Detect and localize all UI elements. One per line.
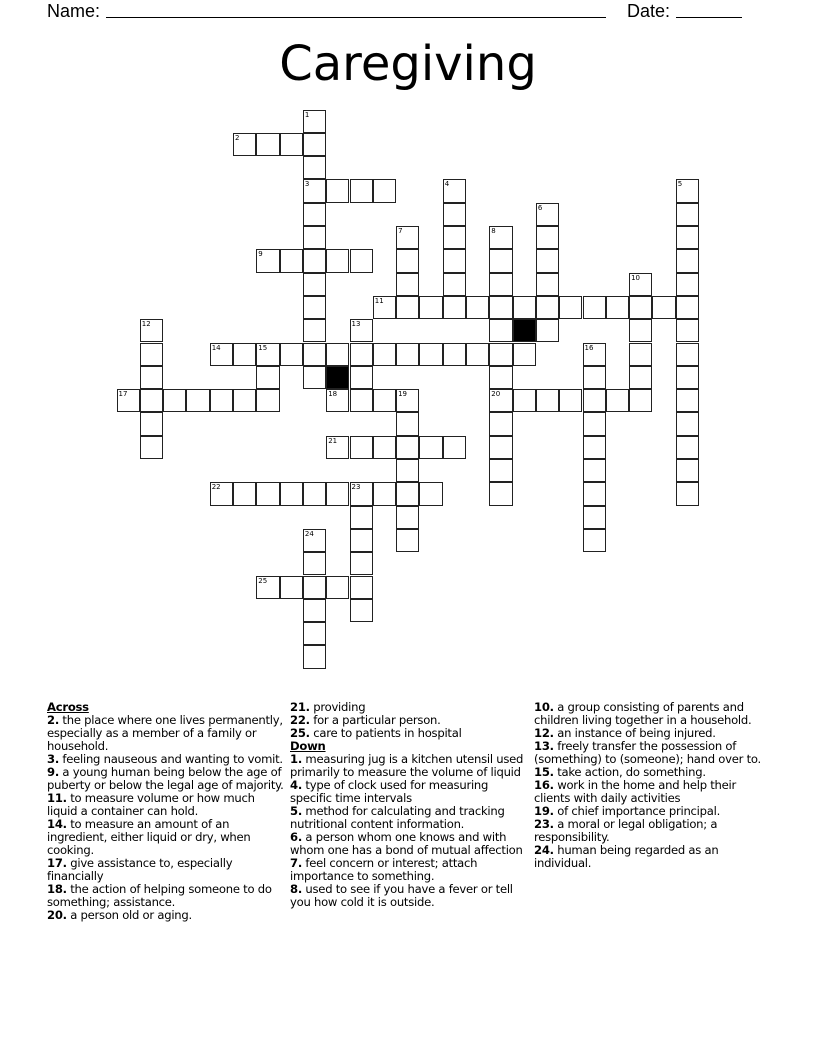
grid-cell[interactable] bbox=[676, 366, 699, 389]
clue-number-label: 21 bbox=[328, 436, 338, 445]
grid-cell[interactable] bbox=[676, 249, 699, 272]
clue-text: take action, do something. bbox=[557, 765, 706, 779]
clue-down bbox=[534, 818, 774, 844]
grid-cell[interactable] bbox=[140, 343, 163, 366]
grid-cell[interactable] bbox=[583, 366, 606, 389]
clue-number: 7. bbox=[290, 856, 302, 870]
clue-number-label: 4 bbox=[444, 180, 450, 189]
grid-cell[interactable] bbox=[629, 296, 652, 319]
grid-cell[interactable] bbox=[256, 576, 279, 599]
grid-cell[interactable] bbox=[629, 273, 652, 296]
grid-cell[interactable] bbox=[676, 343, 699, 366]
clues-column-3 bbox=[534, 701, 774, 870]
grid-cell[interactable] bbox=[350, 599, 373, 622]
clue-number: 15. bbox=[534, 765, 554, 779]
grid-cell[interactable] bbox=[396, 482, 419, 505]
grid-cell[interactable] bbox=[280, 133, 303, 156]
grid-cell[interactable] bbox=[140, 366, 163, 389]
grid-cell[interactable] bbox=[489, 273, 512, 296]
grid-cell[interactable] bbox=[676, 482, 699, 505]
clue-number: 4. bbox=[290, 778, 302, 792]
clue-text: to measure an amount of an ingredient, either liquid or dry, when cooking. bbox=[47, 817, 251, 857]
grid-cell[interactable] bbox=[489, 412, 512, 435]
clue-number: 2. bbox=[47, 713, 59, 727]
clue-number-label: 9 bbox=[258, 250, 263, 259]
grid-cell[interactable] bbox=[280, 249, 303, 272]
grid-cell[interactable] bbox=[629, 366, 652, 389]
grid-cell[interactable] bbox=[373, 179, 396, 202]
clue-number: 19. bbox=[534, 804, 554, 818]
grid-cell[interactable] bbox=[676, 389, 699, 412]
grid-cell[interactable] bbox=[536, 319, 559, 342]
clue-down bbox=[534, 701, 774, 727]
grid-cell[interactable] bbox=[350, 576, 373, 599]
clue-number-label: 10 bbox=[631, 273, 641, 282]
grid-cell[interactable] bbox=[396, 459, 419, 482]
date-field[interactable] bbox=[627, 0, 742, 22]
grid-cell[interactable] bbox=[583, 459, 606, 482]
clue-across bbox=[47, 883, 287, 909]
grid-cell[interactable] bbox=[396, 226, 419, 249]
grid-cell[interactable] bbox=[210, 389, 233, 412]
grid-cell[interactable] bbox=[583, 529, 606, 552]
clue-text: care to patients in hospital bbox=[313, 726, 462, 740]
clue-number: 3. bbox=[47, 752, 59, 766]
clue-across bbox=[47, 766, 287, 792]
clue-number-label: 15 bbox=[258, 343, 268, 352]
grid-cell[interactable] bbox=[536, 389, 559, 412]
grid-cell[interactable] bbox=[186, 389, 209, 412]
clue-number-label: 5 bbox=[677, 180, 683, 189]
grid-cell[interactable] bbox=[396, 529, 419, 552]
grid-cell[interactable] bbox=[373, 436, 396, 459]
grid-cell[interactable] bbox=[396, 296, 419, 319]
grid-cell[interactable] bbox=[443, 296, 466, 319]
grid-cell[interactable] bbox=[373, 296, 396, 319]
grid-cell[interactable] bbox=[326, 249, 349, 272]
grid-cell[interactable] bbox=[629, 319, 652, 342]
clue-number-label: 20 bbox=[491, 390, 501, 399]
clue-down bbox=[290, 805, 530, 831]
grid-cell[interactable] bbox=[303, 645, 326, 668]
grid-cell[interactable] bbox=[676, 412, 699, 435]
grid-cell[interactable] bbox=[536, 296, 559, 319]
clue-text: a group consisting of parents and children living together in a household. bbox=[534, 700, 752, 727]
grid-cell[interactable] bbox=[676, 179, 699, 202]
grid-cell[interactable] bbox=[583, 506, 606, 529]
clue-text: a person whom one knows and with whom one has a bond of mutual affection bbox=[290, 830, 523, 857]
clue-text: an instance of being injured. bbox=[557, 726, 716, 740]
grid-cell[interactable] bbox=[419, 296, 442, 319]
grid-cell[interactable] bbox=[373, 482, 396, 505]
grid-cell[interactable] bbox=[676, 226, 699, 249]
grid-cell[interactable] bbox=[326, 576, 349, 599]
clue-number: 1. bbox=[290, 752, 302, 766]
clue-text: a person old or aging. bbox=[70, 908, 192, 922]
grid-cell[interactable] bbox=[280, 343, 303, 366]
grid-cell[interactable] bbox=[443, 273, 466, 296]
grid-cell[interactable] bbox=[326, 389, 349, 412]
grid-cell[interactable] bbox=[606, 389, 629, 412]
grid-cell[interactable] bbox=[303, 296, 326, 319]
grid-cell[interactable] bbox=[489, 482, 512, 505]
grid-cell[interactable] bbox=[513, 389, 536, 412]
grid-cell[interactable] bbox=[676, 273, 699, 296]
clue-number-label: 11 bbox=[374, 296, 384, 305]
grid-cell[interactable] bbox=[652, 296, 675, 319]
grid-cell[interactable] bbox=[513, 343, 536, 366]
grid-cell[interactable] bbox=[396, 273, 419, 296]
grid-cell[interactable] bbox=[210, 343, 233, 366]
clue-number: 21. bbox=[290, 700, 310, 714]
grid-cell[interactable] bbox=[559, 389, 582, 412]
clue-text: type of clock used for measuring specific time intervals bbox=[290, 778, 489, 805]
grid-cell[interactable] bbox=[466, 296, 489, 319]
clue-number-label: 16 bbox=[584, 343, 594, 352]
grid-cell[interactable] bbox=[536, 273, 559, 296]
grid-cell[interactable] bbox=[140, 319, 163, 342]
grid-cell[interactable] bbox=[303, 319, 326, 342]
clue-number: 20. bbox=[47, 908, 67, 922]
grid-cell[interactable] bbox=[629, 389, 652, 412]
clue-text: human being regarded as an individual. bbox=[534, 843, 719, 870]
clue-text: the action of helping someone to do something; assistance. bbox=[47, 882, 272, 909]
clue-number-label: 24 bbox=[304, 529, 314, 538]
grid-cell[interactable] bbox=[489, 436, 512, 459]
grid-cell[interactable] bbox=[396, 249, 419, 272]
clue-number: 14. bbox=[47, 817, 67, 831]
grid-cell[interactable] bbox=[303, 529, 326, 552]
grid-cell[interactable] bbox=[117, 389, 140, 412]
clues-column-1 bbox=[47, 701, 287, 922]
grid-cell[interactable] bbox=[350, 366, 373, 389]
clue-down bbox=[290, 857, 530, 883]
grid-cell[interactable] bbox=[303, 249, 326, 272]
grid-cell[interactable] bbox=[233, 482, 256, 505]
clue-down bbox=[290, 883, 530, 909]
clue-number-label: 25 bbox=[258, 576, 268, 585]
clue-number: 16. bbox=[534, 778, 554, 792]
clue-across bbox=[47, 792, 287, 818]
grid-cell[interactable] bbox=[536, 249, 559, 272]
clue-text: for a particular person. bbox=[313, 713, 441, 727]
clue-number: 23. bbox=[534, 817, 554, 831]
clue-text: work in the home and help their clients with daily activities bbox=[534, 778, 737, 805]
clue-across bbox=[47, 714, 287, 753]
grid-cell[interactable] bbox=[233, 389, 256, 412]
clue-across bbox=[47, 909, 287, 922]
grid-cell[interactable] bbox=[489, 366, 512, 389]
name-field[interactable] bbox=[47, 0, 606, 22]
grid-cell[interactable] bbox=[489, 343, 512, 366]
clue-text: a moral or legal obligation; a responsibility. bbox=[534, 817, 718, 844]
clue-text: a young human being below the age of puberty or below the legal age of majority. bbox=[47, 765, 284, 792]
grid-cell[interactable] bbox=[140, 389, 163, 412]
clue-number-label: 12 bbox=[141, 320, 151, 329]
black-cell bbox=[513, 319, 536, 342]
grid-cell[interactable] bbox=[559, 296, 582, 319]
grid-cell[interactable] bbox=[280, 576, 303, 599]
grid-cell[interactable] bbox=[513, 296, 536, 319]
clue-across bbox=[290, 727, 530, 740]
clue-number: 5. bbox=[290, 804, 302, 818]
grid-cell[interactable] bbox=[303, 179, 326, 202]
clue-number-label: 1 bbox=[304, 110, 310, 119]
grid-cell[interactable] bbox=[583, 389, 606, 412]
clue-down bbox=[290, 831, 530, 857]
clue-text: give assistance to, especially financially bbox=[47, 856, 233, 883]
grid-cell[interactable] bbox=[396, 506, 419, 529]
grid-cell[interactable] bbox=[373, 389, 396, 412]
clue-down bbox=[534, 844, 774, 870]
grid-cell[interactable] bbox=[443, 179, 466, 202]
grid-cell[interactable] bbox=[606, 296, 629, 319]
grid-cell[interactable] bbox=[396, 343, 419, 366]
grid-cell[interactable] bbox=[303, 156, 326, 179]
clue-number-label: 13 bbox=[351, 320, 361, 329]
clue-number-label: 6 bbox=[537, 203, 543, 212]
grid-cell[interactable] bbox=[350, 389, 373, 412]
grid-cell[interactable] bbox=[443, 436, 466, 459]
black-cell bbox=[326, 366, 349, 389]
clues-column-2 bbox=[290, 701, 530, 909]
clue-down bbox=[290, 753, 530, 779]
grid-cell[interactable] bbox=[350, 436, 373, 459]
grid-cell[interactable] bbox=[140, 436, 163, 459]
name-blank-line[interactable] bbox=[106, 0, 606, 18]
grid-cell[interactable] bbox=[280, 482, 303, 505]
clue-text: measuring jug is a kitchen utensil used primarily to measure the volume of liquid bbox=[290, 752, 524, 779]
grid-cell[interactable] bbox=[466, 343, 489, 366]
grid-cell[interactable] bbox=[303, 273, 326, 296]
clue-number: 24. bbox=[534, 843, 554, 857]
crossword-grid bbox=[117, 110, 700, 670]
clue-text: providing bbox=[313, 700, 366, 714]
grid-cell[interactable] bbox=[676, 296, 699, 319]
grid-cell[interactable] bbox=[326, 343, 349, 366]
clue-number-label: 22 bbox=[211, 483, 221, 492]
grid-cell[interactable] bbox=[140, 412, 163, 435]
clue-down bbox=[290, 779, 530, 805]
clue-across bbox=[47, 857, 287, 883]
grid-cell[interactable] bbox=[676, 319, 699, 342]
grid-cell[interactable] bbox=[489, 389, 512, 412]
clue-text: method for calculating and tracking nutritional content information. bbox=[290, 804, 505, 831]
grid-cell[interactable] bbox=[583, 482, 606, 505]
clue-text: feel concern or interest; attach importance to something. bbox=[290, 856, 478, 883]
clue-number-label: 18 bbox=[328, 390, 338, 399]
grid-cell[interactable] bbox=[303, 576, 326, 599]
grid-cell[interactable] bbox=[350, 529, 373, 552]
grid-cell[interactable] bbox=[489, 249, 512, 272]
grid-cell[interactable] bbox=[350, 482, 373, 505]
clue-number-label: 8 bbox=[491, 227, 496, 235]
grid-cell[interactable] bbox=[443, 226, 466, 249]
clue-across bbox=[47, 818, 287, 857]
grid-cell[interactable] bbox=[256, 389, 279, 412]
clue-down bbox=[534, 740, 774, 766]
grid-cell[interactable] bbox=[489, 459, 512, 482]
clue-number-label: 14 bbox=[211, 343, 221, 352]
grid-cell[interactable] bbox=[326, 179, 349, 202]
across-heading: Across bbox=[47, 700, 89, 714]
grid-cell[interactable] bbox=[629, 343, 652, 366]
grid-cell[interactable] bbox=[583, 412, 606, 435]
down-heading: Down bbox=[290, 739, 326, 753]
grid-cell[interactable] bbox=[350, 319, 373, 342]
grid-cell[interactable] bbox=[210, 482, 233, 505]
grid-cell[interactable] bbox=[350, 552, 373, 575]
clue-number: 9. bbox=[47, 765, 59, 779]
clue-number: 18. bbox=[47, 882, 67, 896]
grid-cell[interactable] bbox=[676, 436, 699, 459]
clue-number: 8. bbox=[290, 882, 302, 896]
grid-cell[interactable] bbox=[303, 622, 326, 645]
grid-cell[interactable] bbox=[256, 366, 279, 389]
grid-cell[interactable] bbox=[256, 249, 279, 272]
clue-text: the place where one lives permanently, especially as a member of a family or household. bbox=[47, 713, 283, 753]
grid-cell[interactable] bbox=[303, 366, 326, 389]
grid-cell[interactable] bbox=[583, 296, 606, 319]
puzzle-title: Caregiving bbox=[279, 36, 537, 92]
grid-cell[interactable] bbox=[303, 110, 326, 133]
grid-cell[interactable] bbox=[326, 436, 349, 459]
clue-number-label: 17 bbox=[118, 390, 128, 399]
grid-cell[interactable] bbox=[303, 482, 326, 505]
grid-cell[interactable] bbox=[350, 249, 373, 272]
grid-cell[interactable] bbox=[536, 226, 559, 249]
grid-cell[interactable] bbox=[583, 436, 606, 459]
clue-text: feeling nauseous and wanting to vomit. bbox=[62, 752, 283, 766]
grid-cell[interactable] bbox=[419, 436, 442, 459]
clue-text: of chief importance principal. bbox=[557, 804, 721, 818]
grid-cell[interactable] bbox=[256, 482, 279, 505]
grid-cell[interactable] bbox=[303, 599, 326, 622]
grid-cell[interactable] bbox=[676, 203, 699, 226]
grid-cell[interactable] bbox=[303, 203, 326, 226]
grid-cell[interactable] bbox=[326, 482, 349, 505]
grid-cell[interactable] bbox=[303, 226, 326, 249]
grid-cell[interactable] bbox=[419, 482, 442, 505]
grid-cell[interactable] bbox=[443, 249, 466, 272]
clue-number: 12. bbox=[534, 726, 554, 740]
grid-cell[interactable] bbox=[396, 436, 419, 459]
clue-number: 17. bbox=[47, 856, 67, 870]
grid-cell[interactable] bbox=[163, 389, 186, 412]
grid-cell[interactable] bbox=[303, 343, 326, 366]
clue-down bbox=[534, 779, 774, 805]
grid-cell[interactable] bbox=[489, 226, 512, 249]
clue-number: 11. bbox=[47, 791, 67, 805]
grid-cell[interactable] bbox=[489, 296, 512, 319]
date-blank-line[interactable] bbox=[676, 0, 742, 18]
grid-cell[interactable] bbox=[233, 343, 256, 366]
clue-number: 6. bbox=[290, 830, 302, 844]
clue-number-label: 23 bbox=[351, 483, 361, 492]
grid-cell[interactable] bbox=[256, 133, 279, 156]
grid-cell[interactable] bbox=[489, 319, 512, 342]
grid-cell[interactable] bbox=[396, 389, 419, 412]
clue-number: 22. bbox=[290, 713, 310, 727]
grid-cell[interactable] bbox=[443, 343, 466, 366]
grid-cell[interactable] bbox=[536, 203, 559, 226]
clue-number-label: 2 bbox=[235, 133, 240, 142]
clue-number: 13. bbox=[534, 739, 554, 753]
grid-cell[interactable] bbox=[676, 459, 699, 482]
clue-text: to measure volume or how much liquid a container can hold. bbox=[47, 791, 255, 818]
grid-cell[interactable] bbox=[350, 343, 373, 366]
grid-cell[interactable] bbox=[443, 203, 466, 226]
clue-number: 25. bbox=[290, 726, 310, 740]
clue-number-label: 3 bbox=[304, 180, 310, 189]
date-label: Date: bbox=[627, 1, 671, 21]
grid-cell[interactable] bbox=[303, 552, 326, 575]
clue-number-label: 7 bbox=[398, 227, 403, 235]
grid-cell[interactable] bbox=[233, 133, 256, 156]
grid-cell[interactable] bbox=[350, 179, 373, 202]
name-label: Name: bbox=[47, 1, 101, 21]
grid-cell[interactable] bbox=[419, 343, 442, 366]
clue-number: 10. bbox=[534, 700, 554, 714]
clue-text: freely transfer the possession of (something) to (someone); hand over to. bbox=[534, 739, 761, 766]
grid-cell[interactable] bbox=[303, 133, 326, 156]
grid-cell[interactable] bbox=[396, 412, 419, 435]
grid-cell[interactable] bbox=[256, 343, 279, 366]
grid-cell[interactable] bbox=[373, 343, 396, 366]
clue-text: used to see if you have a fever or tell you how cold it is outside. bbox=[290, 882, 513, 909]
grid-cell[interactable] bbox=[583, 343, 606, 366]
clue-number-label: 19 bbox=[398, 390, 408, 399]
grid-cell[interactable] bbox=[350, 506, 373, 529]
